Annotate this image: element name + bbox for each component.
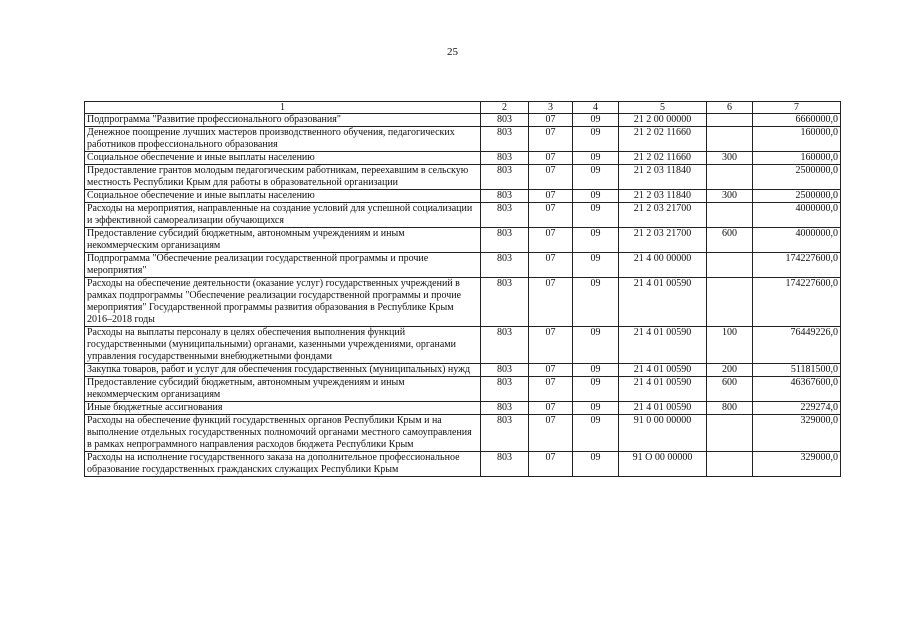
- column-header: 5: [619, 102, 707, 114]
- row-code-target: 21 2 03 11840: [619, 165, 707, 190]
- table-body: [85, 114, 841, 477]
- row-code-expense-type: 300: [707, 190, 753, 203]
- row-code-subsection: 09: [573, 228, 619, 253]
- row-code-subsection: 09: [573, 203, 619, 228]
- row-code-ministry: 803: [481, 415, 529, 452]
- column-header: 3: [529, 102, 573, 114]
- column-header: 6: [707, 102, 753, 114]
- row-code-expense-type: 300: [707, 152, 753, 165]
- row-amount: 51181500,0: [753, 364, 841, 377]
- row-code-ministry: 803: [481, 278, 529, 327]
- row-code-target: 21 2 02 11660: [619, 127, 707, 152]
- row-amount: 174227600,0: [753, 278, 841, 327]
- row-code-ministry: 803: [481, 127, 529, 152]
- row-code-ministry: 803: [481, 327, 529, 364]
- row-code-expense-type: [707, 127, 753, 152]
- budget-table: [84, 101, 841, 477]
- row-code-expense-type: [707, 278, 753, 327]
- row-description: Расходы на обеспечение деятельности (оказание услуг) государственных учреждений в рамках подпрограммы "Обеспечение реализации государственной программы и прочие мероприятия" Государственной программы развития образования в Республике Крым 2016–2018 годы: [85, 278, 481, 327]
- table-header-row: [85, 102, 841, 114]
- table-row: [85, 364, 841, 377]
- row-amount: 2500000,0: [753, 165, 841, 190]
- row-code-target: 21 2 03 21700: [619, 203, 707, 228]
- table-row: [85, 203, 841, 228]
- row-code-section: 07: [529, 452, 573, 477]
- row-code-target: 21 4 00 00000: [619, 253, 707, 278]
- row-code-subsection: 09: [573, 364, 619, 377]
- row-code-ministry: 803: [481, 402, 529, 415]
- row-code-section: 07: [529, 114, 573, 127]
- table-row: [85, 402, 841, 415]
- row-amount: 2500000,0: [753, 190, 841, 203]
- row-amount: 329000,0: [753, 452, 841, 477]
- row-code-target: 21 4 01 00590: [619, 402, 707, 415]
- row-code-expense-type: [707, 114, 753, 127]
- row-code-subsection: 09: [573, 127, 619, 152]
- table-row: [85, 152, 841, 165]
- row-code-expense-type: 600: [707, 377, 753, 402]
- row-code-target: 21 4 01 00590: [619, 278, 707, 327]
- row-code-subsection: 09: [573, 152, 619, 165]
- row-code-subsection: 09: [573, 415, 619, 452]
- row-code-expense-type: 800: [707, 402, 753, 415]
- row-code-expense-type: 600: [707, 228, 753, 253]
- row-code-subsection: 09: [573, 452, 619, 477]
- row-code-section: 07: [529, 228, 573, 253]
- row-amount: 4000000,0: [753, 228, 841, 253]
- row-code-expense-type: [707, 415, 753, 452]
- row-amount: 229274,0: [753, 402, 841, 415]
- column-header: 4: [573, 102, 619, 114]
- row-description: Социальное обеспечение и иные выплаты населению: [85, 152, 481, 165]
- row-code-target: 91 0 00 00000: [619, 415, 707, 452]
- table-row: [85, 190, 841, 203]
- table-row: [85, 165, 841, 190]
- row-description: Расходы на исполнение государственного заказа на дополнительное профессиональное образование государственных гражданских служащих Республики Крым: [85, 452, 481, 477]
- row-code-subsection: 09: [573, 377, 619, 402]
- row-code-expense-type: [707, 253, 753, 278]
- row-code-section: 07: [529, 152, 573, 165]
- row-code-subsection: 09: [573, 278, 619, 327]
- row-code-expense-type: 200: [707, 364, 753, 377]
- row-description: Закупка товаров, работ и услуг для обеспечения государственных (муниципальных) нужд: [85, 364, 481, 377]
- row-description: Предоставление грантов молодым педагогическим работникам, переехавшим в сельскую местность Республики Крым для работы в образовательной организации: [85, 165, 481, 190]
- page-number: 25: [447, 46, 458, 58]
- row-description: Подпрограмма "Обеспечение реализации государственной программы и прочие мероприятия": [85, 253, 481, 278]
- row-code-target: 21 2 03 21700: [619, 228, 707, 253]
- row-amount: 174227600,0: [753, 253, 841, 278]
- row-code-section: 07: [529, 127, 573, 152]
- row-description: Расходы на обеспечение функций государственных органов Республики Крым и на выполнение отдельных государственных полномочий органами местного самоуправления в рамках непрограммного направления расходов бюджета Республики Крым: [85, 415, 481, 452]
- row-code-section: 07: [529, 278, 573, 327]
- table-row: [85, 415, 841, 452]
- table-row: [85, 327, 841, 364]
- row-code-ministry: 803: [481, 165, 529, 190]
- column-header: 2: [481, 102, 529, 114]
- row-description: Предоставление субсидий бюджетным, автономным учреждениям и иным некоммерческим организациям: [85, 377, 481, 402]
- row-amount: 160000,0: [753, 152, 841, 165]
- table-row: [85, 114, 841, 127]
- row-amount: 76449226,0: [753, 327, 841, 364]
- row-code-expense-type: [707, 165, 753, 190]
- row-code-ministry: 803: [481, 364, 529, 377]
- row-code-ministry: 803: [481, 152, 529, 165]
- row-description: Социальное обеспечение и иные выплаты населению: [85, 190, 481, 203]
- row-description: Денежное поощрение лучших мастеров производственного обучения, педагогических работников профессионального образования: [85, 127, 481, 152]
- row-code-section: 07: [529, 203, 573, 228]
- column-header: 7: [753, 102, 841, 114]
- table-row: [85, 253, 841, 278]
- row-code-target: 21 4 01 00590: [619, 327, 707, 364]
- row-amount: 329000,0: [753, 415, 841, 452]
- row-code-subsection: 09: [573, 165, 619, 190]
- row-code-section: 07: [529, 377, 573, 402]
- table-row: [85, 228, 841, 253]
- row-code-section: 07: [529, 165, 573, 190]
- row-code-target: 21 2 03 11840: [619, 190, 707, 203]
- row-code-ministry: 803: [481, 253, 529, 278]
- row-code-target: 91 О 00 00000: [619, 452, 707, 477]
- row-code-ministry: 803: [481, 114, 529, 127]
- row-code-section: 07: [529, 190, 573, 203]
- row-amount: 6660000,0: [753, 114, 841, 127]
- row-code-target: 21 2 00 00000: [619, 114, 707, 127]
- row-code-section: 07: [529, 415, 573, 452]
- row-code-section: 07: [529, 364, 573, 377]
- row-code-expense-type: 100: [707, 327, 753, 364]
- row-code-expense-type: [707, 452, 753, 477]
- row-code-target: 21 2 02 11660: [619, 152, 707, 165]
- table-row: [85, 127, 841, 152]
- row-code-subsection: 09: [573, 402, 619, 415]
- row-code-subsection: 09: [573, 253, 619, 278]
- row-description: Расходы на выплаты персоналу в целях обеспечения выполнения функций государственными (муниципальными) органами, казенными учреждениями, органами управления государственными внебюджетными фондами: [85, 327, 481, 364]
- row-amount: 4000000,0: [753, 203, 841, 228]
- row-code-section: 07: [529, 327, 573, 364]
- row-code-section: 07: [529, 253, 573, 278]
- table-row: [85, 377, 841, 402]
- row-code-ministry: 803: [481, 452, 529, 477]
- row-code-subsection: 09: [573, 327, 619, 364]
- row-amount: 46367600,0: [753, 377, 841, 402]
- row-description: Предоставление субсидий бюджетным, автономным учреждениям и иным некоммерческим организациям: [85, 228, 481, 253]
- row-code-ministry: 803: [481, 228, 529, 253]
- row-code-subsection: 09: [573, 114, 619, 127]
- row-description: Расходы на мероприятия, направленные на создание условий для успешной социализации и эффективной самореализации обучающихся: [85, 203, 481, 228]
- row-code-section: 07: [529, 402, 573, 415]
- table-row: [85, 278, 841, 327]
- row-code-expense-type: [707, 203, 753, 228]
- row-description: Подпрограмма "Развитие профессионального образования": [85, 114, 481, 127]
- column-header: 1: [85, 102, 481, 114]
- row-description: Иные бюджетные ассигнования: [85, 402, 481, 415]
- row-code-target: 21 4 01 00590: [619, 364, 707, 377]
- row-code-ministry: 803: [481, 377, 529, 402]
- table-row: [85, 452, 841, 477]
- row-amount: 160000,0: [753, 127, 841, 152]
- row-code-subsection: 09: [573, 190, 619, 203]
- row-code-target: 21 4 01 00590: [619, 377, 707, 402]
- row-code-ministry: 803: [481, 203, 529, 228]
- row-code-ministry: 803: [481, 190, 529, 203]
